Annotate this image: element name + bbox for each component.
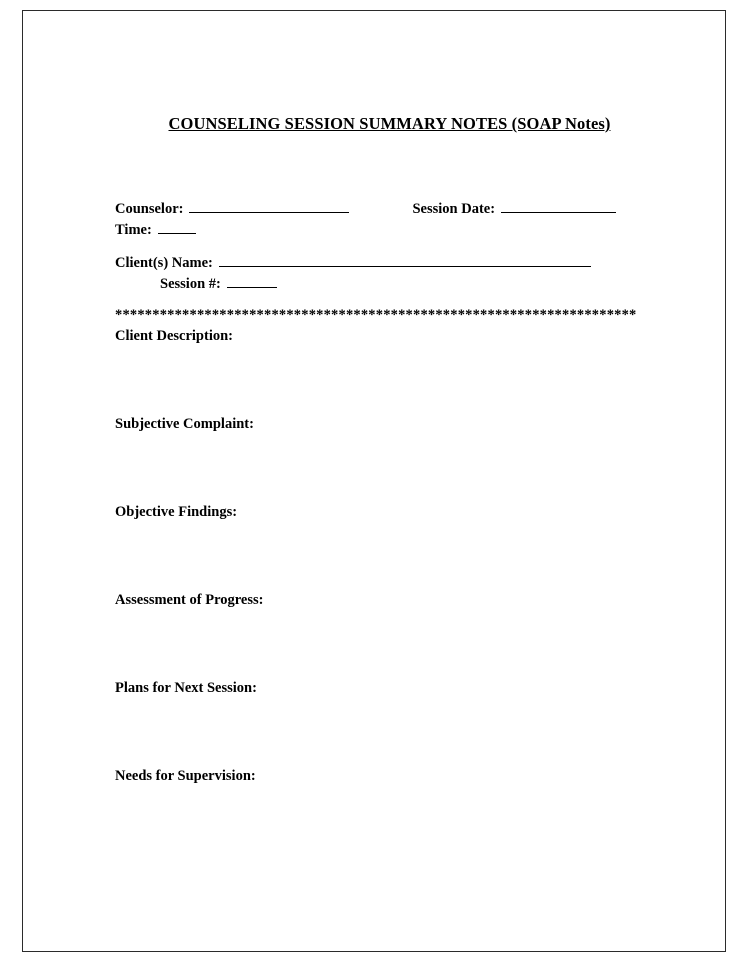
- counselor-input[interactable]: [189, 200, 349, 213]
- session-date-label: Session Date:: [412, 201, 496, 218]
- section-client-description: Client Description:: [115, 328, 233, 345]
- time-label: Time:: [115, 222, 152, 239]
- section-needs-for-supervision: Needs for Supervision:: [115, 768, 256, 785]
- section-objective-findings: Objective Findings:: [115, 504, 238, 521]
- row-counselor-date: [115, 200, 660, 219]
- client-name-colon: :: [208, 255, 213, 272]
- counselor-label: Counselor:: [115, 201, 184, 218]
- document-page: [22, 10, 726, 952]
- time-input[interactable]: [158, 221, 196, 234]
- row-client-name: [115, 254, 660, 273]
- section-plans-for-next-session: Plans for Next Session:: [115, 680, 257, 697]
- page-title: COUNSELING SESSION SUMMARY NOTES (SOAP Notes): [168, 114, 611, 133]
- session-number-label: Session #:: [160, 275, 221, 292]
- section-divider: **********************************************************************: [115, 307, 637, 324]
- header-fields: [115, 200, 660, 293]
- section-subjective-complaint: Subjective Complaint:: [115, 416, 254, 433]
- session-number-input[interactable]: [227, 275, 277, 288]
- client-name-label: Client(s) Name: [115, 255, 209, 272]
- document-content: [115, 114, 660, 785]
- session-date-input[interactable]: [501, 200, 616, 213]
- row-time: [115, 221, 660, 240]
- row-session-number: [115, 275, 660, 294]
- section-assessment-of-progress: Assessment of Progress:: [115, 592, 264, 609]
- client-name-input[interactable]: [219, 254, 591, 267]
